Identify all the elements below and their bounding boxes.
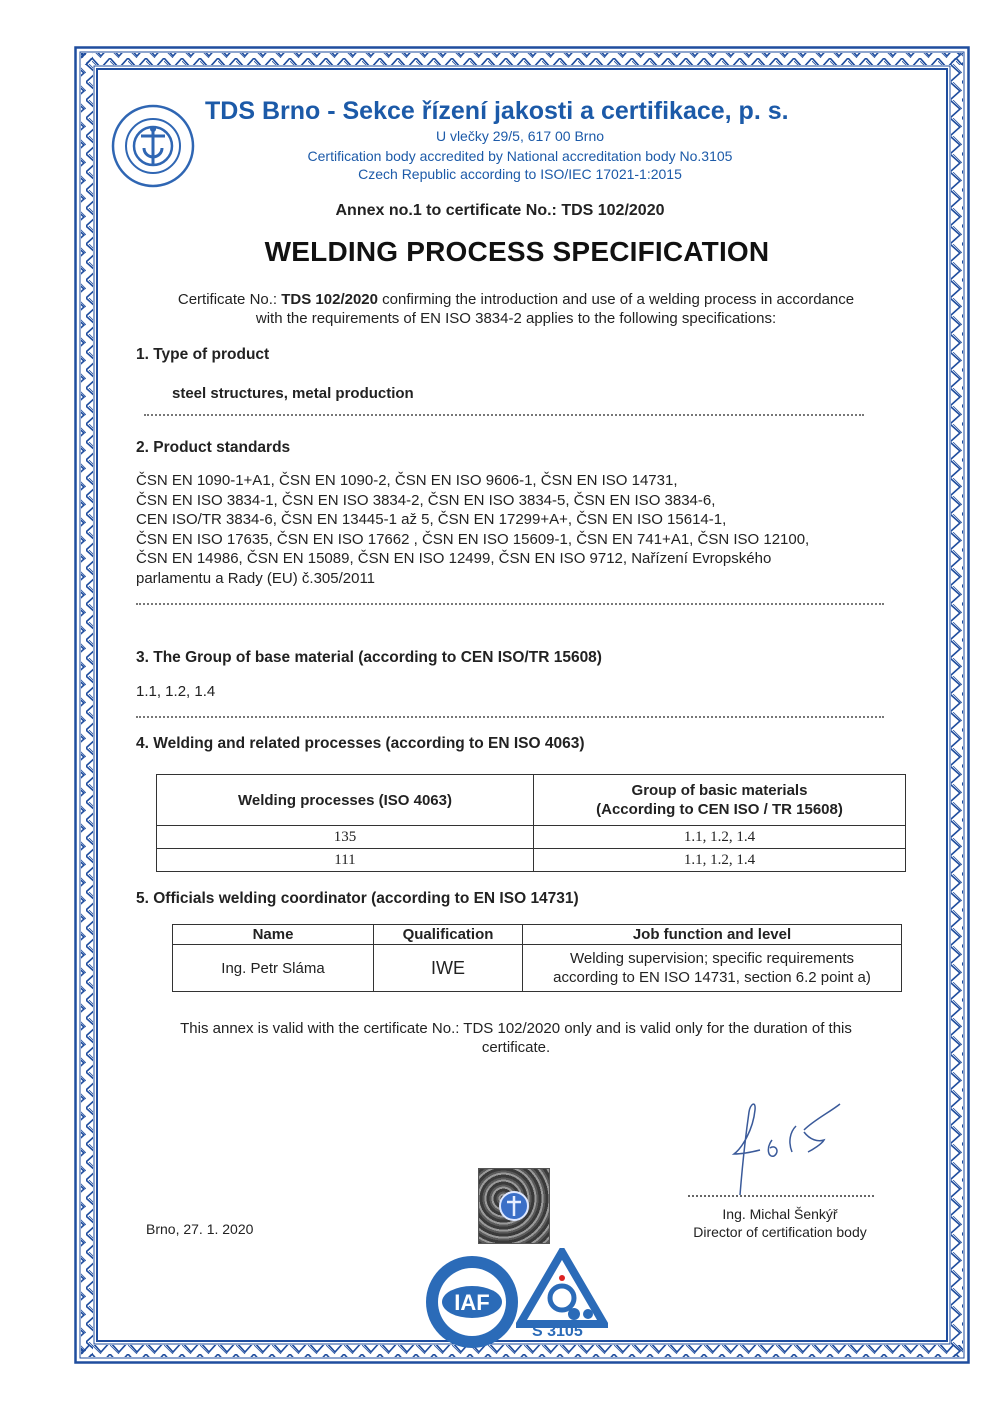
table-row: [173, 945, 902, 992]
iaf-logo: [424, 1254, 520, 1350]
signatory-name: Ing. Michal Šenkýř: [722, 1206, 838, 1222]
section-1-heading: 1. Type of product: [136, 346, 270, 363]
document-title: WELDING PROCESS SPECIFICATION: [264, 236, 770, 267]
job-function-line-2: according to EN ISO 14731, section 6.2 point a): [553, 969, 871, 986]
coordinator-name: Ing. Petr Sláma: [173, 945, 374, 992]
materials-cell: 1.1, 1.2, 1.4: [534, 849, 906, 872]
cai-accreditation-number: S 3105: [532, 1323, 583, 1340]
standards-line: ČSN EN 14986, ČSN EN 15089, ČSN EN ISO 12499, ČSN EN ISO 9712, Nařízení Evropského: [136, 550, 772, 568]
intro-cert-no: TDS 102/2020: [281, 291, 378, 308]
base-material-groups: 1.1, 1.2, 1.4: [136, 683, 216, 700]
standards-line: parlamentu a Rady (EU) č.305/2011: [136, 569, 376, 587]
accreditation-line-2: Czech Republic according to ISO/IEC 17021-1:2015: [358, 166, 682, 182]
validity-line-2: certificate.: [481, 1039, 551, 1056]
table-row: [157, 849, 906, 872]
signature-line: [688, 1195, 874, 1197]
organization-address: U vlečky 29/5, 617 00 Brno: [435, 128, 605, 144]
dotted-separator: [136, 716, 884, 718]
place-and-date: Brno, 27. 1. 2020: [146, 1221, 254, 1237]
col-name: Name: [173, 925, 374, 945]
job-function-line-1: Welding supervision; specific requirements: [569, 950, 855, 967]
materials-cell: 1.1, 1.2, 1.4: [534, 826, 906, 849]
tds-logo: [111, 104, 195, 188]
col-material-groups-line-1: Group of basic materials: [631, 782, 808, 799]
col-material-groups: [534, 775, 906, 826]
coordinator-qualification: IWE: [374, 945, 523, 992]
dotted-separator: [144, 414, 864, 416]
standards-line: CEN ISO/TR 3834-6, ČSN EN 13445-1 až 5, ČSN EN 17299+A+, ČSN EN ISO 15614-1,: [136, 511, 727, 529]
intro-paragraph: [130, 290, 902, 328]
signature: [712, 1090, 852, 1200]
col-job-function: Job function and level: [523, 925, 902, 945]
iaf-logo-text: IAF: [454, 1290, 490, 1315]
validity-statement: [130, 1019, 902, 1057]
section-5-heading: 5. Officials welding coordinator (according to EN ISO 14731): [136, 890, 579, 907]
accreditation-line-1: Certification body accredited by National accreditation body No.3105: [307, 148, 733, 164]
hologram-emblem-icon: [479, 1169, 549, 1243]
intro-suffix: confirming the introduction and use of a welding process in accordance: [377, 291, 855, 308]
process-cell: 111: [157, 849, 534, 872]
standards-line: ČSN EN 1090-1+A1, ČSN EN 1090-2, ČSN EN ISO 9606-1, ČSN EN ISO 14731,: [136, 472, 678, 489]
intro-line-2: with the requirements of EN ISO 3834-2 applies to the following specifications:: [255, 310, 777, 327]
table-header-row: [173, 925, 902, 945]
standards-line: ČSN EN ISO 3834-1, ČSN EN ISO 3834-2, ČSN EN ISO 3834-5, ČSN EN ISO 3834-6,: [136, 491, 716, 509]
dotted-separator: [136, 603, 884, 605]
product-standards-list: [136, 471, 809, 589]
cai-accreditation-logo: [516, 1248, 608, 1328]
col-material-groups-line-2: (According to CEN ISO / TR 15608): [596, 801, 843, 818]
col-welding-processes: Welding processes (ISO 4063): [157, 775, 534, 826]
validity-line-1: This annex is valid with the certificate No.: TDS 102/2020 only and is valid only for the duration of this: [180, 1020, 852, 1037]
annex-title: Annex no.1 to certificate No.: TDS 102/2020: [335, 202, 665, 219]
organization-name: TDS Brno - Sekce řízení jakosti a certifikace, p. s.: [205, 97, 789, 125]
process-cell: 135: [157, 826, 534, 849]
intro-prefix: Certificate No.:: [177, 291, 282, 308]
col-qualification: Qualification: [374, 925, 523, 945]
signatory-block: [670, 1205, 890, 1241]
signatory-title: Director of certification body: [693, 1224, 867, 1240]
section-2-heading: 2. Product standards: [136, 439, 291, 456]
table-row: [157, 826, 906, 849]
hologram-seal: [478, 1168, 550, 1244]
section-4-heading: 4. Welding and related processes (according to EN ISO 4063): [136, 735, 585, 752]
standards-line: ČSN EN ISO 17635, ČSN EN ISO 17662 , ČSN EN ISO 15609-1, ČSN EN 741+A1, ČSN ISO 12100,: [136, 530, 810, 548]
product-type-value: steel structures, metal production: [172, 385, 414, 402]
welding-coordinator-table: [172, 924, 902, 992]
welding-processes-table: [156, 774, 906, 872]
table-header-row: [157, 775, 906, 826]
coordinator-job-function: [523, 945, 902, 992]
section-3-heading: 3. The Group of base material (according to CEN ISO/TR 15608): [136, 649, 602, 666]
